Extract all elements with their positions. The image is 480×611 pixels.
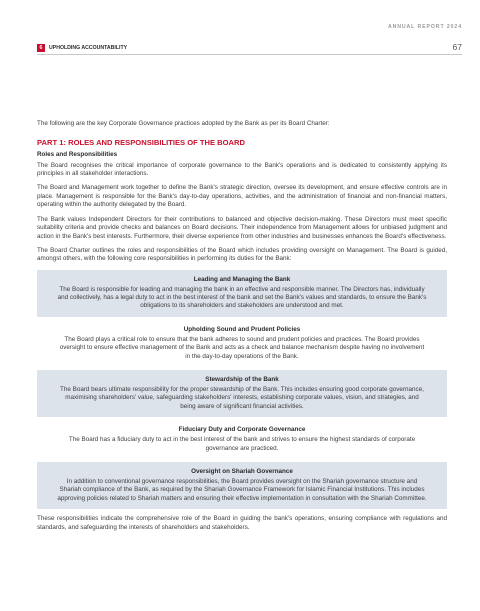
duty-box-stewardship	[37, 370, 447, 417]
paragraph: The Board Charter outlines the roles and responsibilities of the Board which includes providing oversight on Management. The Board is guided, amongst others, with the following core responsibilities in performing its duties for the Bank:	[37, 246, 447, 263]
intro-paragraph: The following are the key Corporate Governance practices adopted by the Bank as per its Board Charter:	[37, 120, 330, 127]
subheading: Roles and Responsibilities	[37, 150, 118, 158]
section-header	[37, 43, 462, 55]
duty-box-leading	[37, 270, 447, 317]
duty-box-policies	[37, 320, 447, 367]
page-number: 67	[452, 42, 462, 52]
duty-box-shariah	[37, 462, 447, 509]
paragraph: The Board and Management work together to define the Bank's strategic direction, oversee its development, and ensure effective controls are in place. Management is responsible for the Bank's day-to-day operations, activities, and the administration of financial and non-financial matters, operating within the authority delegated by the Board.	[37, 184, 447, 209]
main-content	[37, 120, 447, 532]
page-header-band	[0, 0, 480, 36]
duty-text: The Board plays a critical role to ensure that the bank adheres to sound and prudent policies and practices. The Board provides oversight to ensure effective management of the Bank and acts as a check and balance mechanism despite having no involvement in the day-to-day operations of the Bank.	[59, 335, 425, 360]
duty-title: Fiduciary Duty and Corporate Governance	[178, 426, 306, 434]
section-number-badge: 6	[37, 44, 45, 52]
duty-box-fiduciary	[37, 420, 447, 459]
duty-title: Oversight on Shariah Governance	[191, 468, 293, 475]
paragraph: The Board recognises the critical importance of corporate governance to the Bank's operations and is dedicated to consistently applying its principles in all stakeholder interactions.	[37, 161, 447, 178]
duty-text: The Board has a fiduciary duty to act in the best interest of the bank and strives to ensure the highest standards of corporate governance are practiced.	[68, 436, 416, 452]
duty-text: The Board is responsible for leading and managing the bank in an effective and responsible manner. The Directors has, individually and collectively, has a legal duty to act in the best interest of the bank and set the Bank's values and standards, to ensure the Bank's obligations to its shareholders and stakeholders are understood and met.	[57, 285, 427, 310]
duty-title: Leading and Managing the Bank	[193, 275, 291, 283]
duty-title: Upholding Sound and Prudent Policies	[183, 325, 301, 333]
duty-text: In addition to conventional governance responsibilities, the Board provides oversight on the Shariah governance structure and Shariah compliance of the Bank, as required by the Shariah Governance Framework for Islamic Financial Institutions. This includes approving policies related to Shariah matters and ensuring their effective implementation in consultation with the Shariah Committee.	[57, 478, 427, 502]
duty-title: Stewardship of the Bank	[205, 375, 279, 383]
duty-text: The Board bears ultimate responsibility for the proper stewardship of the Bank. This includes ensuring good corporate governance, maximising shareholders' value, safeguarding stakeholders' interests, establishing corporate values, vision, and strategies, and being aware of significant financial activities.	[60, 385, 424, 410]
report-label: ANNUAL REPORT 2024	[387, 24, 462, 30]
paragraph: The Bank values Independent Directors for their contributions to balanced and objective decision-making. These Directors must meet specific suitability criteria and provide checks and balances on Board decisions. Their independence from Management allows for unbiased judgment and action in the Bank's best interests. Furthermore, their diverse experience from other industries and businesses enhances the Board's effectiveness.	[37, 215, 447, 240]
part-heading: PART 1: ROLES AND RESPONSIBILITIES OF THE BOARD	[37, 137, 245, 147]
section-title: UPHOLDING ACCOUNTABILITY	[49, 45, 128, 51]
closing-paragraph: These responsibilities indicate the comprehensive role of the Board in guiding the bank's operations, ensuring compliance with regulations and standards, and safeguarding the interests of shareholders and stakeholders.	[37, 515, 447, 531]
